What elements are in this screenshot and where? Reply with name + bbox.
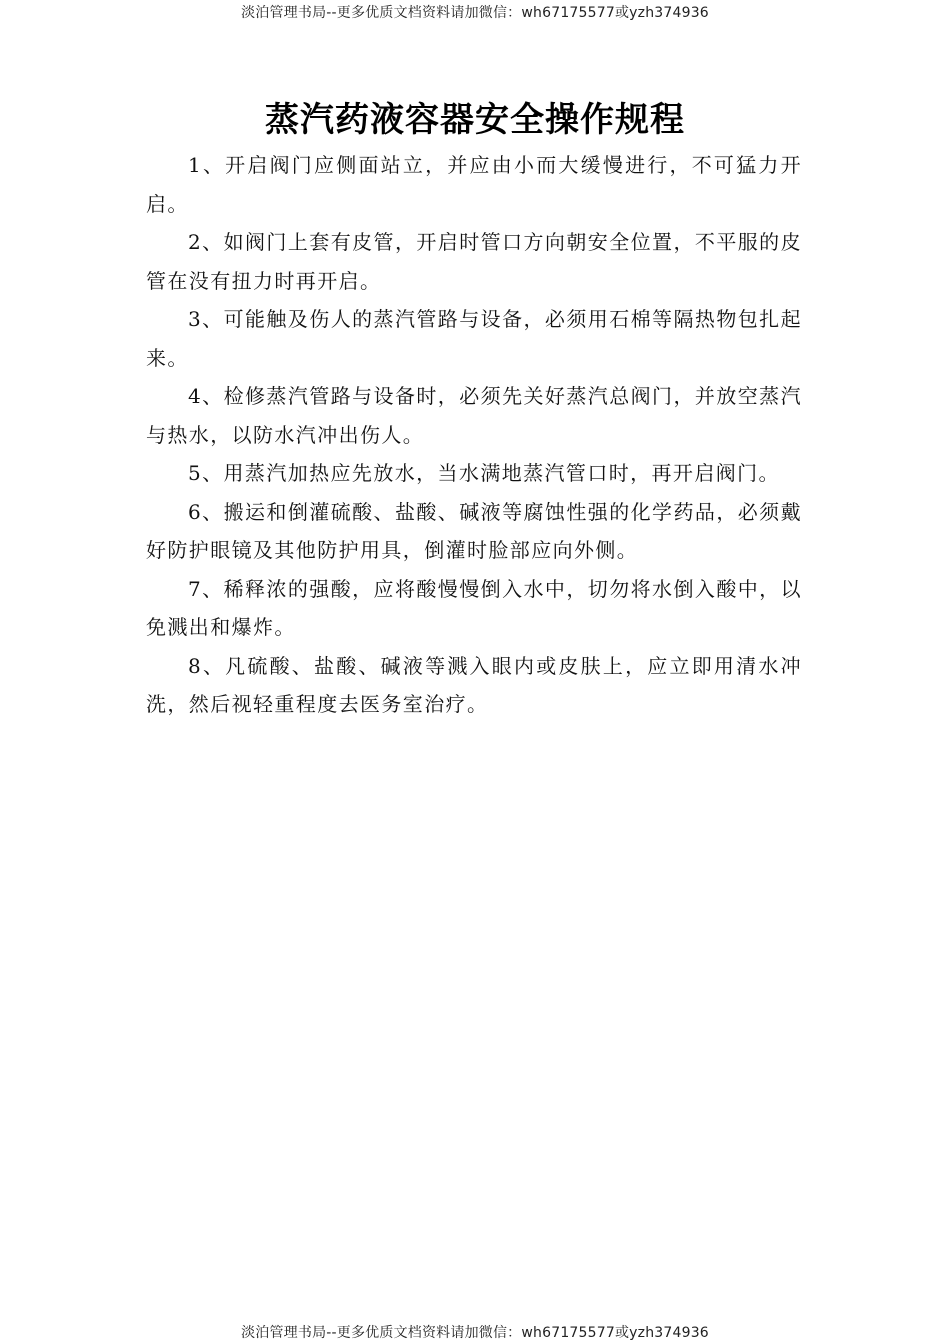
rule-item-6: 6、搬运和倒灌硫酸、盐酸、碱液等腐蚀性强的化学药品，必须戴好防护眼镜及其他防护用具，倒灌时脸部应向外侧。 [146,499,802,562]
rule-item-2: 2、如阀门上套有皮管，开启时管口方向朝安全位置，不平服的皮管在没有扭力时再开启。 [146,230,802,293]
rule-item-4: 4、检修蒸汽管路与设备时，必须先关好蒸汽总阀门，并放空蒸汽与热水，以防水汽冲出伤人。 [146,384,802,447]
rules-list [146,146,802,724]
page-footer: 淡泊管理书局--更多优质文档资料请加微信：wh67175577或yzh374936 [241,1325,709,1341]
rule-item-1: 1、开启阀门应侧面站立，并应由小而大缓慢进行，不可猛力开启。 [146,153,802,216]
rule-item-5: 5、用蒸汽加热应先放水，当水满地蒸汽管口时，再开启阀门。 [188,461,780,485]
document-title: 蒸汽药液容器安全操作规程 [265,100,685,140]
rule-item-3: 3、可能触及伤人的蒸汽管路与设备，必须用石棉等隔热物包扎起来。 [146,307,802,370]
rule-item-7: 7、稀释浓的强酸，应将酸慢慢倒入水中，切勿将水倒入酸中，以免溅出和爆炸。 [146,576,802,639]
page-header: 淡泊管理书局--更多优质文档资料请加微信：wh67175577或yzh374936 [241,5,709,21]
rule-item-8: 8、凡硫酸、盐酸、碱液等溅入眼内或皮肤上，应立即用清水冲洗，然后视轻重程度去医务室治疗。 [146,653,802,716]
